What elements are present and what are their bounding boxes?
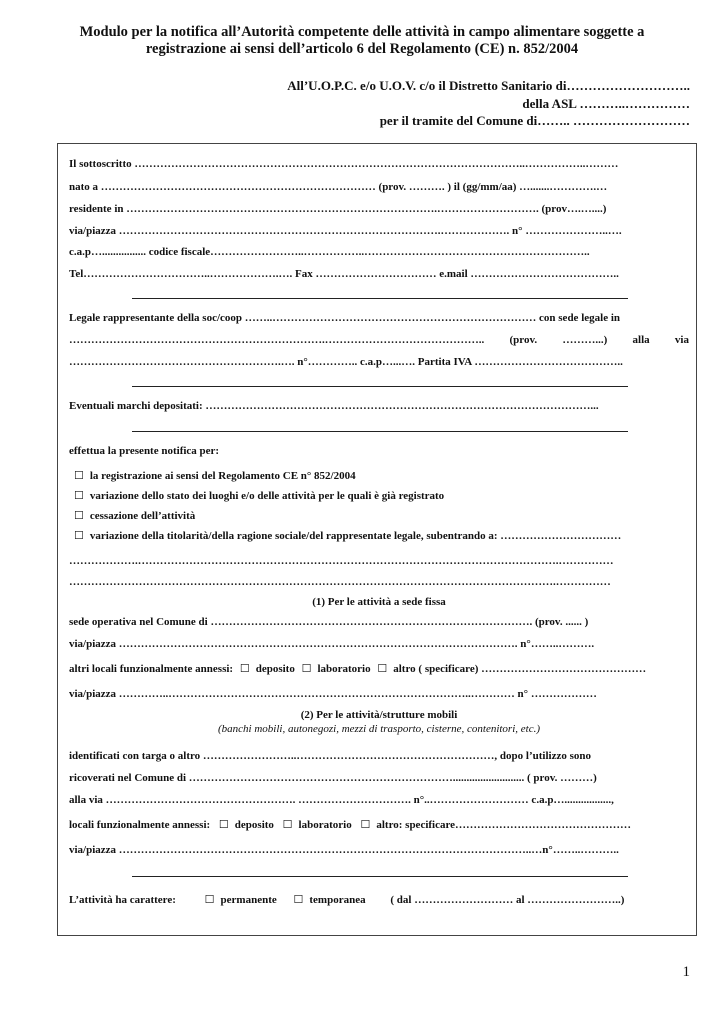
title-line-2: registrazione ai sensi dell’articolo 6 del Regolamento (CE) n. 852/2004 bbox=[145, 41, 579, 57]
sottoscritto-field[interactable]: Il sottoscritto ……………………………………………………………………………………………..……………..……… bbox=[69, 158, 619, 170]
checkbox-deposito-mobili[interactable]: ☐ bbox=[218, 819, 229, 831]
option-variazione-luoghi[interactable] bbox=[74, 490, 694, 503]
checkbox-laboratorio-fissa[interactable]: ☐ bbox=[301, 663, 312, 675]
tel-fax-email-field[interactable]: Tel……………………………..……………….…. Fax …………………………… e.mail ………………………………….. bbox=[69, 268, 619, 280]
deposito-mobili-label: deposito bbox=[234, 819, 274, 831]
sede-legale-prov-label: (prov. bbox=[509, 334, 538, 346]
option-cessazione-label: cessazione dell’attività bbox=[89, 510, 196, 522]
section-1-title: (1) Per le attività a sede fissa bbox=[312, 596, 446, 608]
sede-legale-via-label: via bbox=[674, 334, 689, 346]
via-fissa-2-field[interactable]: via/piazza …………..………………………………………………………………………..………… n° ……………… bbox=[69, 688, 597, 700]
deposito-fissa-label: deposito bbox=[255, 663, 295, 675]
cap-codice-fiscale-field[interactable]: c.a.p…................ codice fiscale……………………..……………..…………………………………………………….. bbox=[69, 246, 590, 258]
checkbox-variazione-titolarita[interactable]: ☐ bbox=[74, 530, 84, 542]
ricoverati-field[interactable]: ricoverati nel Comune di ……………………………………………………………….......................... ( prov. ………) bbox=[69, 772, 597, 784]
altri-locali-label: altri locali funzionalmente annessi: bbox=[69, 663, 234, 675]
temporanea-label: temporanea bbox=[309, 894, 366, 906]
checkbox-altro-mobili[interactable]: ☐ bbox=[360, 819, 371, 831]
via-mobili-field[interactable]: via/piazza …………………………………………………………………………………………………..…n°……..……….. bbox=[69, 844, 619, 856]
option-registrazione[interactable] bbox=[74, 470, 694, 483]
sede-legale-alla-label: alla bbox=[632, 334, 650, 346]
separator-2 bbox=[132, 386, 628, 387]
separator-4 bbox=[132, 876, 628, 877]
checkbox-altro-fissa[interactable]: ☐ bbox=[377, 663, 388, 675]
addressee-line-1[interactable]: All’U.O.P.C. e/o U.O.V. c/o il Distretto Sanitario di……………………….. bbox=[287, 78, 690, 93]
carattere-row[interactable] bbox=[69, 894, 689, 907]
option-variazione-titolarita-label: variazione della titolarità/della ragione sociale/del rappresentate legale, subentrando a: …………………………… bbox=[89, 530, 622, 542]
laboratorio-fissa-label: laboratorio bbox=[317, 663, 371, 675]
separator-3 bbox=[132, 431, 628, 432]
addressee-line-2[interactable]: della ASL ………..…………… bbox=[522, 95, 690, 111]
permanente-label: permanente bbox=[220, 894, 277, 906]
option-variazione-titolarita[interactable] bbox=[74, 530, 689, 543]
targa-field[interactable]: identificati con targa o altro ……………………..………………………………………………, dopo l’utilizzo sono bbox=[69, 750, 591, 762]
title-line-1: Modulo per la notifica all’Autorità competente delle attività in campo alimentare soggette a bbox=[79, 24, 645, 40]
sede-legale-prov-field[interactable]: ………...) bbox=[562, 334, 608, 346]
sede-operativa-field[interactable]: sede operativa nel Comune di ……………………………………………………………………………. (prov. ...... ) bbox=[69, 616, 589, 628]
option-registrazione-label: la registrazione ai sensi del Regolamento CE n° 852/2004 bbox=[89, 470, 356, 482]
partita-iva-field[interactable]: ………………………………………………….…. n°………….. c.a.p…...…. Partita IVA ………………………………….. bbox=[69, 356, 623, 368]
altri-locali-row[interactable] bbox=[69, 663, 689, 676]
checkbox-permanente[interactable]: ☐ bbox=[204, 894, 215, 906]
alla-via-field[interactable]: alla via ……………………………………………. …………………………. n°..……………………… c.a.p…................., bbox=[69, 794, 614, 806]
subentro-line-1[interactable]: ……………….…………………………………………………………………………………………………….…………… bbox=[69, 555, 614, 567]
checkbox-variazione-luoghi[interactable]: ☐ bbox=[74, 490, 84, 502]
altro-fissa-field[interactable]: altro ( specificare) ……………………………………… bbox=[393, 663, 647, 675]
laboratorio-mobili-label: laboratorio bbox=[298, 819, 352, 831]
separator-1 bbox=[132, 298, 628, 299]
page-number: 1 bbox=[682, 964, 690, 980]
checkbox-cessazione[interactable]: ☐ bbox=[74, 510, 84, 522]
via-fissa-field[interactable]: via/piazza ………………………………………………………………………………………………. n°……..………. bbox=[69, 638, 595, 650]
effettua-label: effettua la presente notifica per: bbox=[69, 445, 220, 457]
sede-legale-text[interactable]: …………………………………………………………….…………………………………….. bbox=[69, 334, 485, 346]
checkbox-laboratorio-mobili[interactable]: ☐ bbox=[282, 819, 293, 831]
legale-rappresentante-field[interactable]: Legale rappresentante della soc/coop ……..……………………………………………………………… con sede legale in bbox=[69, 312, 620, 324]
option-cessazione[interactable] bbox=[74, 510, 694, 523]
nato-field[interactable]: nato a ………………………………………………………………… (prov. ………. ) il (gg/mm/aa) ….......………….… bbox=[69, 181, 608, 193]
checkbox-temporanea[interactable]: ☐ bbox=[293, 894, 304, 906]
altro-mobili-field[interactable]: altro: specificare………………………………………… bbox=[376, 819, 632, 831]
carattere-label: L’attività ha carattere: bbox=[69, 894, 176, 906]
locali-mobili-label: locali funzionalmente annessi: bbox=[69, 819, 211, 831]
periodo-field[interactable]: ( dal ……………………… al ……………………..) bbox=[390, 894, 625, 906]
residente-field[interactable]: residente in ………………………………………………………………………….………………………. (prov….…....) bbox=[69, 203, 607, 215]
sede-legale-row[interactable] bbox=[69, 334, 689, 347]
section-2-title: (2) Per le attività/strutture mobili bbox=[300, 709, 458, 721]
section-2-subtitle: (banchi mobili, autonegozi, mezzi di trasporto, cisterne, contenitori, etc.) bbox=[217, 723, 541, 735]
locali-mobili-row[interactable] bbox=[69, 819, 689, 832]
marchi-field[interactable]: Eventuali marchi depositati: ……………………………………………………………………………………………... bbox=[69, 400, 599, 412]
addressee-line-3[interactable]: per il tramite del Comune di…….. ……………………… bbox=[379, 113, 690, 128]
subentro-line-2[interactable]: …………………………………………………………………………………………………………………….…………… bbox=[69, 576, 611, 588]
document-title bbox=[40, 24, 684, 58]
via-field[interactable]: via/piazza …………………………………………………………………………….………………. n° …………………..…. bbox=[69, 225, 622, 237]
checkbox-registrazione[interactable]: ☐ bbox=[74, 470, 84, 482]
addressee-block bbox=[287, 77, 690, 130]
option-variazione-luoghi-label: variazione dello stato dei luoghi e/o delle attività per le quali è già registrato bbox=[89, 490, 445, 502]
checkbox-deposito-fissa[interactable]: ☐ bbox=[239, 663, 250, 675]
